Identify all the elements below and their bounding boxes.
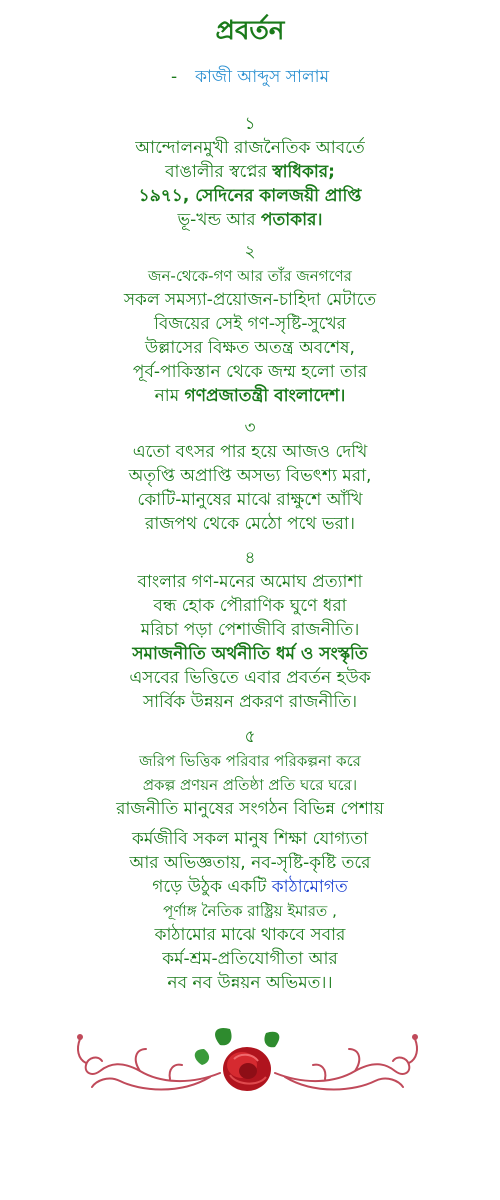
poem-author-line [0,64,500,92]
stanza-line: বিজয়ের সেই গণ-সৃষ্টি-সুখের [153,314,347,334]
stanza-line: নাম গণপ্রজাতন্ত্রী বাংলাদেশ। [154,386,346,406]
rose-scroll-ornament [70,1025,425,1100]
stanza-line: কাঠামোর মাঝে থাকবে সবার [154,925,346,945]
author-name: কাজী আব্দুস সালাম [195,67,330,87]
stanza-line: পূর্ণাঙ্গ নৈতিক রাষ্ট্রিয় ইমারত , [163,902,337,920]
author-dash: - [170,67,178,87]
stanza-line: জন-থেকে-গণ আর তাঁর জনগণের [148,267,352,285]
stanza-line: সকল সমস্যা-প্রয়োজন-চাহিদা মেটাতে [123,290,377,310]
stanza-number: ৩ [244,418,256,438]
stanza-line: প্রকল্প প্রণয়ন প্রতিষ্ঠা প্রতি ঘরে ঘরে। [142,776,358,794]
stanza-line: সমাজনীতি অর্থনীতি ধর্ম ও সংস্কৃতি [132,644,368,664]
highlight-word: কাঠামোগত [271,877,348,897]
stanza-line: জরিপ ভিত্তিক পরিবার পরিকল্পনা করে [139,752,361,770]
stanza-line: এতো বৎসর পার হয়ে আজও দেখি [132,442,368,462]
stanza-line: কর্মজীবি সকল মানুষ শিক্ষা যোগ্যতা [131,829,369,849]
stanza-number: ১ [244,114,256,134]
stanza-line: বাংলার গণ-মনের অমোঘ প্রত্যাশা [137,572,363,592]
stanza-line: রাজপথ থেকে মেঠো পথে ভরা। [145,514,355,534]
stanza-line: পূর্ব-পাকিস্তান থেকে জম্ম হলো তার [132,362,368,382]
stanza-number: ৪ [244,548,256,568]
stanza-3 [0,416,500,536]
stanza-line: আর অভিজ্ঞতায়, নব-সৃষ্টি-কৃষ্টি তরে [129,853,371,873]
stanza-1 [0,112,500,232]
stanza-line: কর্ম-শ্রম-প্রতিযোগীতা আর [162,949,338,969]
poem-title: প্রবর্তন [215,16,285,46]
stanza-line: গড়ে উঠুক একটি কাঠামোগত [152,877,348,897]
stanza-line: নব নব উন্নয়ন অভিমত।। [167,973,333,993]
stanza-line: অতৃপ্তি অপ্রাপ্তি অসভ্য বিভৎশ্য মরা, [128,466,372,486]
stanza-line: ভূ-খন্ড আর পতাকার। [177,210,323,230]
stanza-line: কোটি-মানুষের মাঝে রাক্ষুশে আঁখি [137,490,363,510]
stanza-4 [0,546,500,714]
stanza-number: ৫ [244,727,256,747]
stanza-line: বন্ধ হোক পৌরাণিক ঘুণে ধরা [153,596,347,616]
stanza-line: ১৯৭১, সেদিনের কালজয়ী প্রাপ্তি [138,186,362,206]
stanza-line: সার্বিক উন্নয়ন প্রকরণ রাজনীতি। [142,692,358,712]
stanza-line: রাজনীতি মানুষের সংগঠন বিভিন্ন পেশায় [116,799,384,819]
stanza-line: এসবের ভিত্তিতে এবার প্রবর্তন হউক [129,668,371,688]
stanza-number: ২ [244,242,256,262]
stanza-line: উল্লাসের বিক্ষত অতন্ত্র অবশেষ, [145,338,355,358]
stanza-line: মরিচা পড়া পেশাজীবি রাজনীতি। [140,620,360,640]
rose-icon [223,1047,271,1091]
stanza-5 [0,725,500,995]
stanza-2 [0,240,500,408]
stanza-line: বাঙালীর স্বপ্নের স্বাধিকার; [165,162,335,182]
stanza-line: আন্দোলনমুখী রাজনৈতিক আবর্তে [135,138,365,158]
